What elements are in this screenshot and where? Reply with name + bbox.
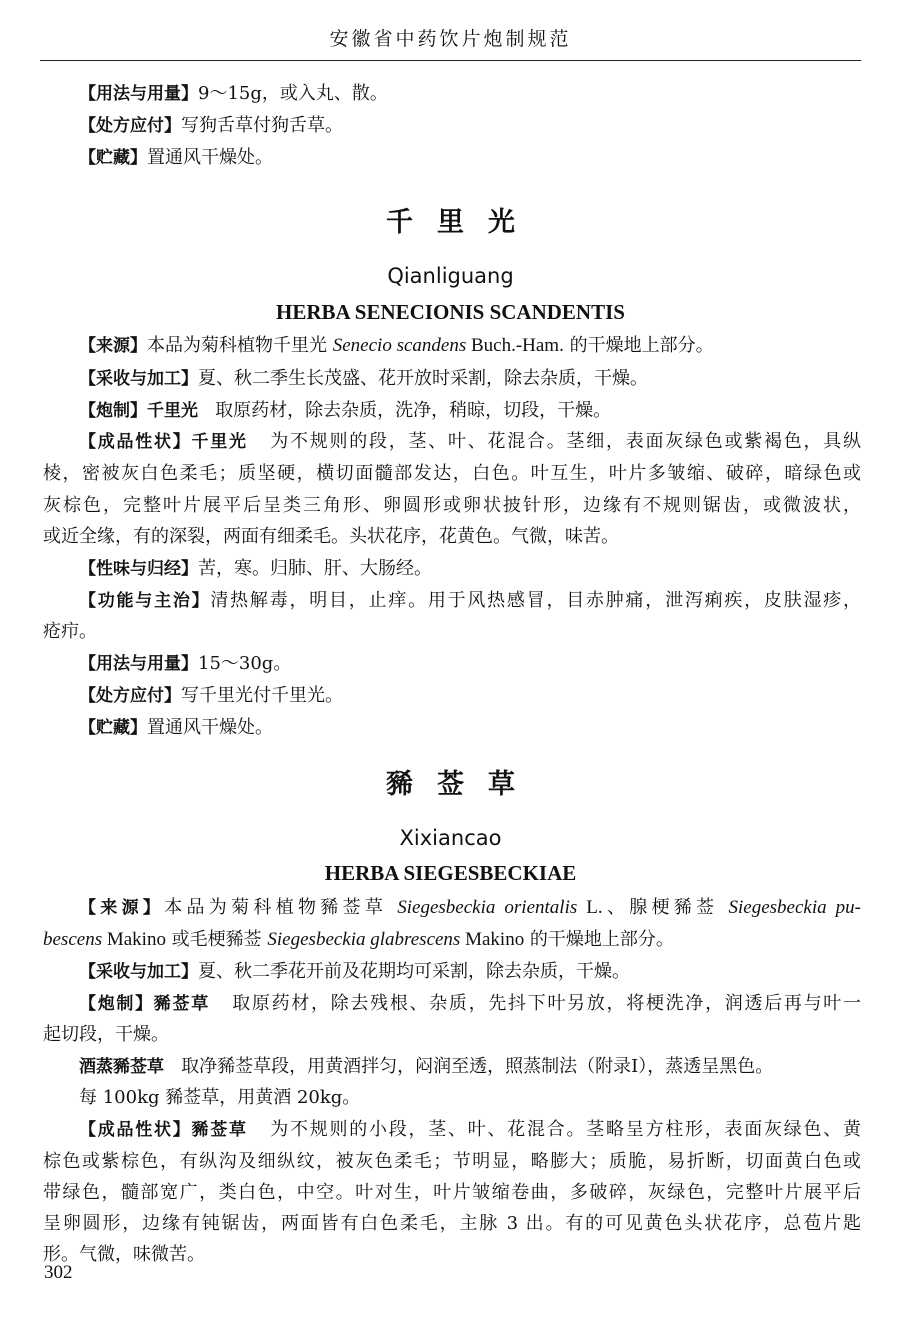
processing-line-2: 起切段，干燥。 (43, 1024, 169, 1045)
running-header: 安徽省中药饮片炮制规范 (329, 28, 572, 50)
harvest-line: 【采收与加工】夏、秋二季花开前及花期均可采割，除去杂质，干燥。 (79, 961, 630, 982)
source-line: 【来源】本品为菊科植物千里光 Senecio scandens Buch.-Ham. 的干燥地上部分。 (79, 335, 714, 356)
storage-line: 【贮藏】置通风干燥处。 (79, 147, 273, 168)
prescription-line: 【处方应付】写千里光付千里光。 (79, 685, 343, 706)
page-number: 302 (44, 1262, 73, 1283)
characters-line-5: 形。气微，味微苦。 (43, 1244, 205, 1265)
characters-line-4: 或近全缘，有的深裂，两面有细柔毛。头状花序，花黄色。气微，味苦。 (43, 526, 619, 547)
processing-line: 【炮制】千里光 取原药材，除去杂质，洗净，稍晾，切段，干燥。 (79, 400, 612, 421)
entry-pinyin-qianliguang: Qianliguang (387, 264, 514, 288)
nature-line: 【性味与归经】苦，寒。归肺、肝、大肠经。 (79, 558, 432, 579)
prescription-line: 【处方应付】写狗舌草付狗舌草。 (79, 115, 343, 136)
characters-line-3: 灰棕色，完整叶片展平后呈类三角形、卵圆形或卵状披针形，边缘有不规则锯齿，或微波状， (43, 495, 861, 516)
harvest-line: 【采收与加工】夏、秋二季生长茂盛、花开放时采割，除去杂质，干燥。 (79, 368, 648, 389)
source-line-2: bescens Makino 或毛梗豨莶 Siegesbeckia glabrescens Makino 的干燥地上部分。 (43, 929, 674, 950)
function-line-2: 疮疖。 (43, 621, 97, 642)
entry-latin-qianliguang: HERBA SENECIONIS SCANDENTIS (276, 300, 625, 324)
wine-steamed-line-2: 每 100kg 豨莶草，用黄酒 20kg。 (79, 1087, 361, 1108)
source-line-1: 【来源】本品为菊科植物豨莶草 Siegesbeckia orientalis L.、腺梗豨莶 Siegesbeckia pu- (79, 897, 861, 918)
entry-title-qianliguang: 千里光 (386, 207, 539, 238)
usage-line: 【用法与用量】15～30g。 (79, 653, 292, 674)
header-rule (40, 60, 861, 61)
characters-line-1: 【成品性状】千里光 为不规则的段，茎、叶、花混合。茎细，表面灰绿色或紫褐色，具纵 (79, 431, 862, 452)
characters-line-2: 棕色或紫棕色，有纵沟及细纵纹，被灰色柔毛；节明显，略膨大；质脆，易折断，切面黄白色或 (43, 1151, 861, 1172)
usage-line: 【用法与用量】9～15g，或入丸、散。 (79, 83, 388, 104)
characters-line-4: 呈卵圆形，边缘有钝锯齿，两面皆有白色柔毛，主脉 3 出。有的可见黄色头状花序，总苞片匙 (43, 1213, 861, 1234)
characters-line-3: 带绿色，髓部宽广，类白色，中空。叶对生，叶片皱缩卷曲，多破碎，灰绿色，完整叶片展平后 (43, 1182, 861, 1203)
characters-line-2: 棱，密被灰白色柔毛；质坚硬，横切面髓部发达，白色。叶互生，叶片多皱缩、破碎，暗绿色或 (43, 463, 861, 484)
processing-line-1: 【炮制】豨莶草 取原药材，除去残根、杂质，先抖下叶另放，将梗洗净，润透后再与叶一 (79, 993, 861, 1014)
storage-line: 【贮藏】置通风干燥处。 (79, 717, 273, 738)
entry-latin-xixiancao: HERBA SIEGESBECKIAE (324, 861, 577, 885)
characters-line-1: 【成品性状】豨莶草 为不规则的小段，茎、叶、花混合。茎略呈方柱形，表面灰绿色、黄 (79, 1119, 862, 1140)
entry-pinyin-xixiancao: Xixiancao (399, 826, 502, 850)
wine-steamed-line-1: 酒蒸豨莶草 取净豨莶草段，用黄酒拌匀，闷润至透，照蒸制法（附录Ⅰ），蒸透呈黑色。 (79, 1056, 774, 1077)
function-line-1: 【功能与主治】清热解毒，明目，止痒。用于风热感冒，目赤肿痛，泄泻痢疾，皮肤湿疹， (79, 590, 862, 611)
entry-title-xixiancao: 豨莶草 (386, 769, 539, 800)
